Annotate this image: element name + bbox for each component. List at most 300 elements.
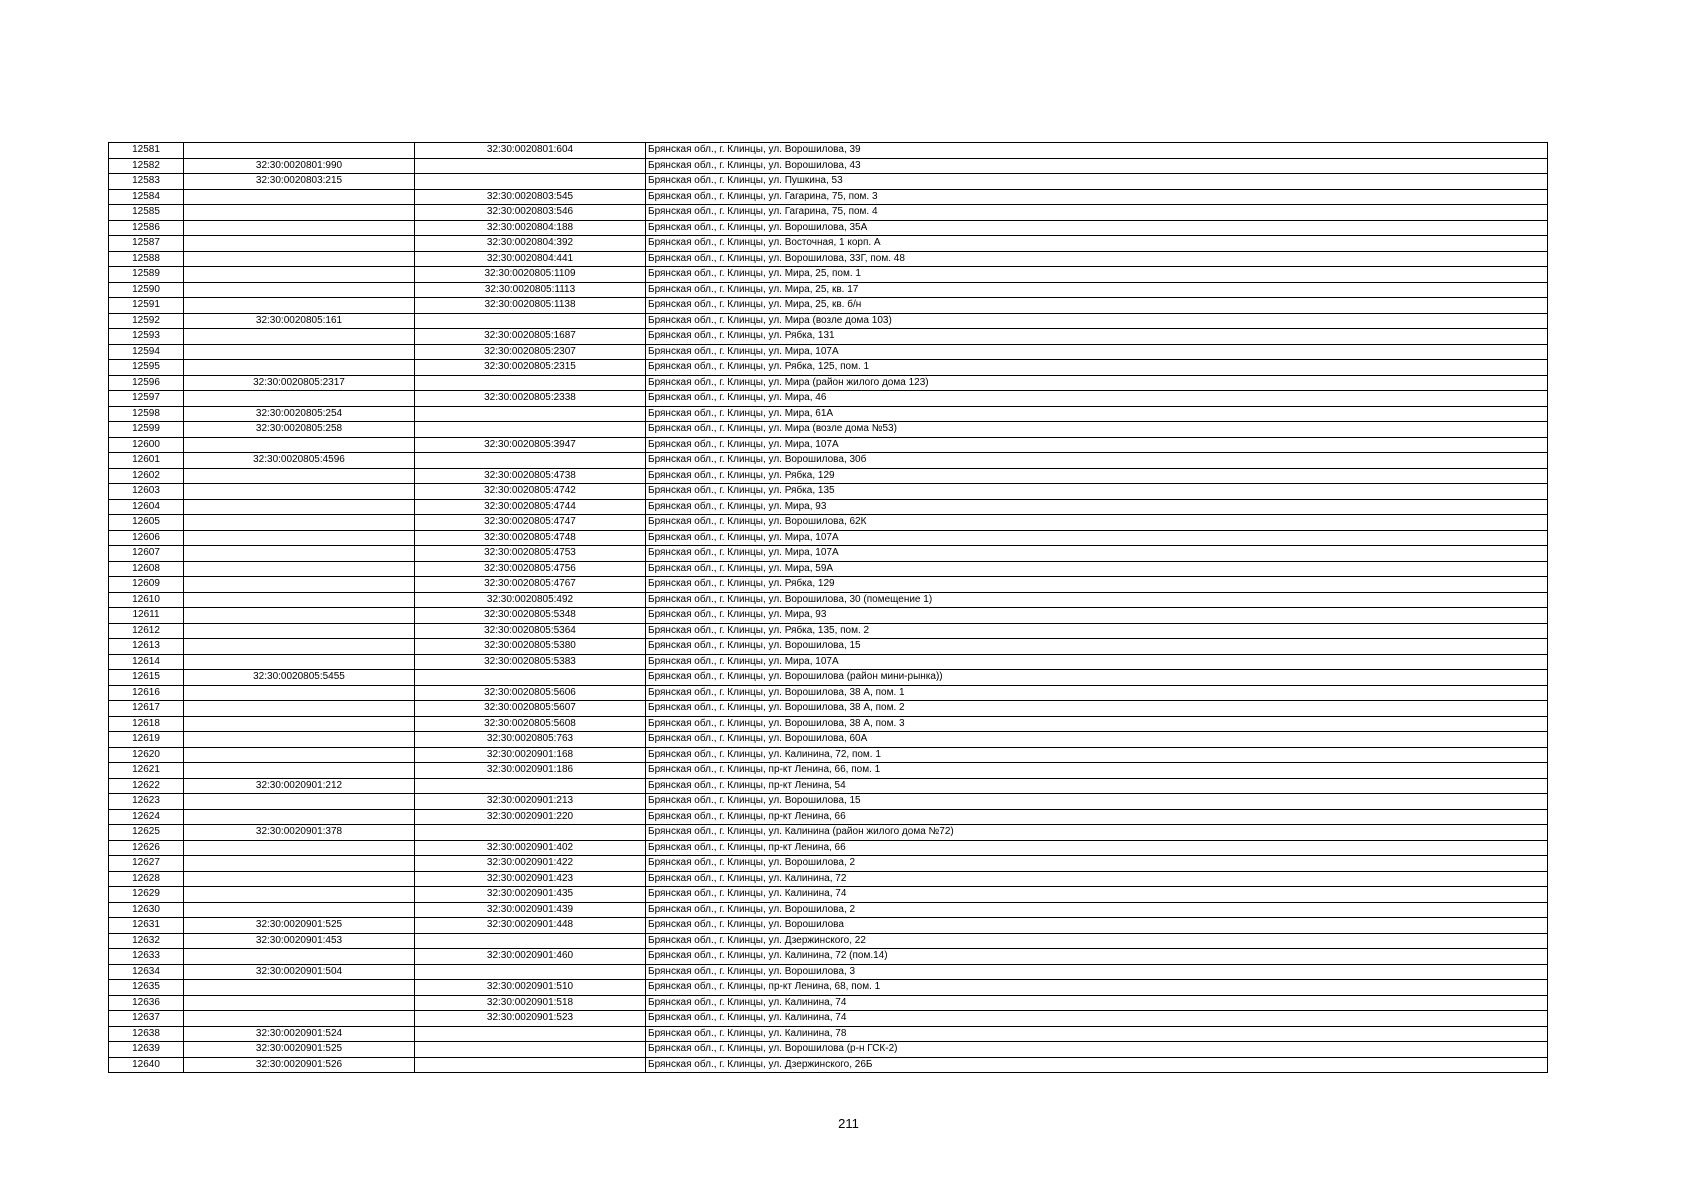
table-row xyxy=(109,515,1548,531)
address-cell: Брянская обл., г. Клинцы, ул. Ворошилова, 62К xyxy=(646,515,1548,531)
row-number-cell: 12626 xyxy=(109,840,184,856)
table-row xyxy=(109,1026,1548,1042)
table-row xyxy=(109,685,1548,701)
cadastral-number-a-cell: 32:30:0020901:504 xyxy=(184,964,415,980)
row-number-cell: 12582 xyxy=(109,158,184,174)
address-cell: Брянская обл., г. Клинцы, ул. Рябка, 135, пом. 2 xyxy=(646,623,1548,639)
cadastral-number-a-cell xyxy=(184,468,415,484)
cadastral-number-b-cell: 32:30:0020803:545 xyxy=(415,189,646,205)
address-cell: Брянская обл., г. Клинцы, ул. Калинина, 74 xyxy=(646,887,1548,903)
address-cell: Брянская обл., г. Клинцы, ул. Мира, 59А xyxy=(646,561,1548,577)
address-cell: Брянская обл., г. Клинцы, ул. Мира, 93 xyxy=(646,499,1548,515)
row-number-cell: 12629 xyxy=(109,887,184,903)
table-row xyxy=(109,391,1548,407)
cadastral-number-b-cell: 32:30:0020805:4738 xyxy=(415,468,646,484)
address-cell: Брянская обл., г. Клинцы, ул. Мира, 107А xyxy=(646,344,1548,360)
table-row xyxy=(109,484,1548,500)
address-cell: Брянская обл., г. Клинцы, ул. Ворошилова, 2 xyxy=(646,902,1548,918)
cadastral-number-b-cell: 32:30:0020805:4744 xyxy=(415,499,646,515)
cadastral-number-a-cell xyxy=(184,515,415,531)
row-number-cell: 12627 xyxy=(109,856,184,872)
cadastral-number-a-cell xyxy=(184,592,415,608)
address-cell: Брянская обл., г. Клинцы, ул. Калинина, 72 (пом.14) xyxy=(646,949,1548,965)
cadastral-number-b-cell: 32:30:0020901:423 xyxy=(415,871,646,887)
cadastral-number-b-cell: 32:30:0020901:439 xyxy=(415,902,646,918)
table-row xyxy=(109,933,1548,949)
cadastral-number-b-cell: 32:30:0020805:492 xyxy=(415,592,646,608)
address-cell: Брянская обл., г. Клинцы, ул. Калинина, 72 xyxy=(646,871,1548,887)
row-number-cell: 12600 xyxy=(109,437,184,453)
row-number-cell: 12602 xyxy=(109,468,184,484)
address-cell: Брянская обл., г. Клинцы, ул. Ворошилова xyxy=(646,918,1548,934)
address-cell: Брянская обл., г. Клинцы, ул. Мира (возле дома №53) xyxy=(646,422,1548,438)
row-number-cell: 12586 xyxy=(109,220,184,236)
table-row xyxy=(109,251,1548,267)
table-row xyxy=(109,313,1548,329)
table-row xyxy=(109,825,1548,841)
cadastral-number-b-cell xyxy=(415,964,646,980)
cadastral-number-a-cell xyxy=(184,143,415,159)
row-number-cell: 12584 xyxy=(109,189,184,205)
table-row xyxy=(109,158,1548,174)
cadastral-number-a-cell xyxy=(184,809,415,825)
cadastral-number-a-cell xyxy=(184,840,415,856)
table-row xyxy=(109,344,1548,360)
row-number-cell: 12628 xyxy=(109,871,184,887)
row-number-cell: 12583 xyxy=(109,174,184,190)
address-cell: Брянская обл., г. Клинцы, ул. Мира (район жилого дома 123) xyxy=(646,375,1548,391)
row-number-cell: 12608 xyxy=(109,561,184,577)
row-number-cell: 12591 xyxy=(109,298,184,314)
address-cell: Брянская обл., г. Клинцы, ул. Дзержинского, 22 xyxy=(646,933,1548,949)
address-cell: Брянская обл., г. Клинцы, ул. Мира, 107А xyxy=(646,437,1548,453)
table-row xyxy=(109,220,1548,236)
cadastral-number-a-cell: 32:30:0020801:990 xyxy=(184,158,415,174)
cadastral-number-a-cell: 32:30:0020805:254 xyxy=(184,406,415,422)
cadastral-number-a-cell xyxy=(184,608,415,624)
cadastral-number-a-cell: 32:30:0020805:4596 xyxy=(184,453,415,469)
row-number-cell: 12613 xyxy=(109,639,184,655)
cadastral-number-b-cell: 32:30:0020805:4742 xyxy=(415,484,646,500)
row-number-cell: 12610 xyxy=(109,592,184,608)
cadastral-number-b-cell xyxy=(415,1042,646,1058)
row-number-cell: 12639 xyxy=(109,1042,184,1058)
cadastral-number-a-cell xyxy=(184,298,415,314)
cadastral-number-b-cell: 32:30:0020805:5364 xyxy=(415,623,646,639)
table-row xyxy=(109,1042,1548,1058)
table-row xyxy=(109,747,1548,763)
cadastral-number-a-cell: 32:30:0020901:526 xyxy=(184,1057,415,1073)
row-number-cell: 12620 xyxy=(109,747,184,763)
table-row xyxy=(109,174,1548,190)
cadastral-number-a-cell: 32:30:0020901:378 xyxy=(184,825,415,841)
row-number-cell: 12585 xyxy=(109,205,184,221)
address-cell: Брянская обл., г. Клинцы, ул. Ворошилова, 43 xyxy=(646,158,1548,174)
cadastral-number-a-cell xyxy=(184,763,415,779)
table-row xyxy=(109,995,1548,1011)
cadastral-number-b-cell xyxy=(415,375,646,391)
cadastral-number-b-cell xyxy=(415,670,646,686)
table-row xyxy=(109,623,1548,639)
cadastral-number-b-cell: 32:30:0020805:5608 xyxy=(415,716,646,732)
cadastral-number-b-cell: 32:30:0020805:5606 xyxy=(415,685,646,701)
cadastral-number-a-cell xyxy=(184,747,415,763)
address-cell: Брянская обл., г. Клинцы, ул. Ворошилова, 30 (помещение 1) xyxy=(646,592,1548,608)
row-number-cell: 12623 xyxy=(109,794,184,810)
cadastral-number-a-cell xyxy=(184,530,415,546)
cadastral-number-b-cell: 32:30:0020901:422 xyxy=(415,856,646,872)
cadastral-number-b-cell: 32:30:0020805:5383 xyxy=(415,654,646,670)
table-row xyxy=(109,530,1548,546)
cadastral-number-b-cell: 32:30:0020805:4756 xyxy=(415,561,646,577)
table-row xyxy=(109,561,1548,577)
address-cell: Брянская обл., г. Клинцы, ул. Пушкина, 53 xyxy=(646,174,1548,190)
row-number-cell: 12607 xyxy=(109,546,184,562)
row-number-cell: 12581 xyxy=(109,143,184,159)
address-cell: Брянская обл., г. Клинцы, ул. Ворошилова, 35А xyxy=(646,220,1548,236)
address-cell: Брянская обл., г. Клинцы, ул. Ворошилова, 30б xyxy=(646,453,1548,469)
cadastral-number-b-cell: 32:30:0020901:510 xyxy=(415,980,646,996)
row-number-cell: 12640 xyxy=(109,1057,184,1073)
address-cell: Брянская обл., г. Клинцы, пр-кт Ленина, 54 xyxy=(646,778,1548,794)
row-number-cell: 12637 xyxy=(109,1011,184,1027)
cadastral-number-a-cell: 32:30:0020901:525 xyxy=(184,918,415,934)
cadastral-number-b-cell xyxy=(415,1057,646,1073)
row-number-cell: 12609 xyxy=(109,577,184,593)
table-row xyxy=(109,468,1548,484)
cadastral-number-b-cell xyxy=(415,1026,646,1042)
address-cell: Брянская обл., г. Клинцы, ул. Мира, 25, пом. 1 xyxy=(646,267,1548,283)
table-row xyxy=(109,670,1548,686)
row-number-cell: 12621 xyxy=(109,763,184,779)
table-row xyxy=(109,298,1548,314)
row-number-cell: 12592 xyxy=(109,313,184,329)
row-number-cell: 12601 xyxy=(109,453,184,469)
cadastral-number-b-cell: 32:30:0020805:2307 xyxy=(415,344,646,360)
row-number-cell: 12606 xyxy=(109,530,184,546)
cadastral-number-a-cell: 32:30:0020803:215 xyxy=(184,174,415,190)
cadastral-number-b-cell xyxy=(415,825,646,841)
row-number-cell: 12632 xyxy=(109,933,184,949)
cadastral-number-b-cell: 32:30:0020805:2315 xyxy=(415,360,646,376)
row-number-cell: 12603 xyxy=(109,484,184,500)
row-number-cell: 12616 xyxy=(109,685,184,701)
address-cell: Брянская обл., г. Клинцы, ул. Ворошилова, 15 xyxy=(646,794,1548,810)
cadastral-number-b-cell xyxy=(415,313,646,329)
address-cell: Брянская обл., г. Клинцы, ул. Мира, 107А xyxy=(646,546,1548,562)
cadastral-number-a-cell xyxy=(184,236,415,252)
address-cell: Брянская обл., г. Клинцы, ул. Мира, 61А xyxy=(646,406,1548,422)
address-cell: Брянская обл., г. Клинцы, ул. Мира, 107А xyxy=(646,654,1548,670)
row-number-cell: 12589 xyxy=(109,267,184,283)
cadastral-number-b-cell: 32:30:0020901:460 xyxy=(415,949,646,965)
address-cell: Брянская обл., г. Клинцы, ул. Мира, 25, кв. б/н xyxy=(646,298,1548,314)
table-row xyxy=(109,964,1548,980)
row-number-cell: 12599 xyxy=(109,422,184,438)
address-cell: Брянская обл., г. Клинцы, ул. Ворошилова, 38 А, пом. 3 xyxy=(646,716,1548,732)
address-cell: Брянская обл., г. Клинцы, ул. Гагарина, 75, пом. 4 xyxy=(646,205,1548,221)
table-row xyxy=(109,189,1548,205)
table-row xyxy=(109,716,1548,732)
address-cell: Брянская обл., г. Клинцы, ул. Мира, 93 xyxy=(646,608,1548,624)
cadastral-number-b-cell: 32:30:0020805:4748 xyxy=(415,530,646,546)
cadastral-number-a-cell xyxy=(184,995,415,1011)
cadastral-number-a-cell xyxy=(184,794,415,810)
table-row xyxy=(109,701,1548,717)
address-cell: Брянская обл., г. Клинцы, ул. Восточная, 1 корп. А xyxy=(646,236,1548,252)
cadastral-number-a-cell xyxy=(184,360,415,376)
address-cell: Брянская обл., г. Клинцы, пр-кт Ленина, 66 xyxy=(646,809,1548,825)
table-row xyxy=(109,809,1548,825)
address-cell: Брянская обл., г. Клинцы, ул. Мира, 25, кв. 17 xyxy=(646,282,1548,298)
cadastral-number-a-cell xyxy=(184,701,415,717)
address-cell: Брянская обл., г. Клинцы, ул. Ворошилова, 60А xyxy=(646,732,1548,748)
address-cell: Брянская обл., г. Клинцы, ул. Рябка, 129 xyxy=(646,577,1548,593)
cadastral-number-a-cell xyxy=(184,856,415,872)
row-number-cell: 12625 xyxy=(109,825,184,841)
table-row xyxy=(109,887,1548,903)
cadastral-number-a-cell xyxy=(184,639,415,655)
table-row xyxy=(109,453,1548,469)
row-number-cell: 12636 xyxy=(109,995,184,1011)
cadastral-number-b-cell xyxy=(415,158,646,174)
address-cell: Брянская обл., г. Клинцы, ул. Калинина, 72, пом. 1 xyxy=(646,747,1548,763)
cadastral-number-b-cell: 32:30:0020805:1687 xyxy=(415,329,646,345)
cadastral-number-a-cell xyxy=(184,902,415,918)
address-cell: Брянская обл., г. Клинцы, ул. Калинина, 74 xyxy=(646,995,1548,1011)
cadastral-number-a-cell xyxy=(184,282,415,298)
table-row xyxy=(109,329,1548,345)
table-row xyxy=(109,654,1548,670)
table-row xyxy=(109,856,1548,872)
cadastral-number-b-cell: 32:30:0020901:168 xyxy=(415,747,646,763)
table-row xyxy=(109,840,1548,856)
cadastral-number-a-cell: 32:30:0020901:525 xyxy=(184,1042,415,1058)
table-row xyxy=(109,980,1548,996)
cadastral-number-a-cell xyxy=(184,546,415,562)
cadastral-number-b-cell: 32:30:0020901:518 xyxy=(415,995,646,1011)
address-cell: Брянская обл., г. Клинцы, пр-кт Ленина, 66, пом. 1 xyxy=(646,763,1548,779)
cadastral-number-b-cell: 32:30:0020901:402 xyxy=(415,840,646,856)
table-row xyxy=(109,360,1548,376)
cadastral-number-a-cell: 32:30:0020901:212 xyxy=(184,778,415,794)
address-cell: Брянская обл., г. Клинцы, ул. Мира, 46 xyxy=(646,391,1548,407)
row-number-cell: 12630 xyxy=(109,902,184,918)
row-number-cell: 12619 xyxy=(109,732,184,748)
row-number-cell: 12595 xyxy=(109,360,184,376)
table-row xyxy=(109,763,1548,779)
address-cell: Брянская обл., г. Клинцы, ул. Ворошилова, 38 А, пом. 1 xyxy=(646,685,1548,701)
cadastral-number-a-cell xyxy=(184,887,415,903)
address-cell: Брянская обл., г. Клинцы, ул. Рябка, 135 xyxy=(646,484,1548,500)
table-row xyxy=(109,375,1548,391)
row-number-cell: 12594 xyxy=(109,344,184,360)
row-number-cell: 12593 xyxy=(109,329,184,345)
table-row xyxy=(109,949,1548,965)
cadastral-number-a-cell xyxy=(184,484,415,500)
table-row xyxy=(109,871,1548,887)
address-cell: Брянская обл., г. Клинцы, ул. Рябка, 125, пом. 1 xyxy=(646,360,1548,376)
cadastral-number-b-cell xyxy=(415,453,646,469)
cadastral-number-a-cell xyxy=(184,623,415,639)
address-cell: Брянская обл., г. Клинцы, ул. Мира, 107А xyxy=(646,530,1548,546)
table-row xyxy=(109,1057,1548,1073)
cadastral-number-b-cell: 32:30:0020805:4747 xyxy=(415,515,646,531)
address-cell: Брянская обл., г. Клинцы, ул. Ворошилова, 38 А, пом. 2 xyxy=(646,701,1548,717)
cadastral-number-b-cell: 32:30:0020901:213 xyxy=(415,794,646,810)
cadastral-number-b-cell: 32:30:0020805:1113 xyxy=(415,282,646,298)
table-row xyxy=(109,406,1548,422)
address-cell: Брянская обл., г. Клинцы, пр-кт Ленина, 68, пом. 1 xyxy=(646,980,1548,996)
cadastral-number-a-cell xyxy=(184,329,415,345)
row-number-cell: 12631 xyxy=(109,918,184,934)
table-row xyxy=(109,732,1548,748)
address-cell: Брянская обл., г. Клинцы, ул. Ворошилова, 39 xyxy=(646,143,1548,159)
row-number-cell: 12624 xyxy=(109,809,184,825)
row-number-cell: 12634 xyxy=(109,964,184,980)
table-row xyxy=(109,143,1548,159)
cadastral-number-b-cell: 32:30:0020805:5348 xyxy=(415,608,646,624)
cadastral-number-b-cell: 32:30:0020805:3947 xyxy=(415,437,646,453)
row-number-cell: 12638 xyxy=(109,1026,184,1042)
row-number-cell: 12611 xyxy=(109,608,184,624)
cadastral-number-b-cell: 32:30:0020805:4767 xyxy=(415,577,646,593)
cadastral-number-a-cell xyxy=(184,716,415,732)
row-number-cell: 12615 xyxy=(109,670,184,686)
cadastral-number-a-cell xyxy=(184,344,415,360)
cadastral-number-a-cell xyxy=(184,251,415,267)
cadastral-number-b-cell: 32:30:0020805:1138 xyxy=(415,298,646,314)
cadastral-number-a-cell xyxy=(184,205,415,221)
address-cell: Брянская обл., г. Клинцы, ул. Калинина (район жилого дома №72) xyxy=(646,825,1548,841)
cadastral-number-a-cell: 32:30:0020901:524 xyxy=(184,1026,415,1042)
cadastral-number-a-cell xyxy=(184,1011,415,1027)
cadastral-number-a-cell xyxy=(184,871,415,887)
cadastral-number-b-cell: 32:30:0020901:186 xyxy=(415,763,646,779)
cadastral-number-b-cell xyxy=(415,933,646,949)
address-cell: Брянская обл., г. Клинцы, ул. Ворошилова (р-н ГСК-2) xyxy=(646,1042,1548,1058)
row-number-cell: 12588 xyxy=(109,251,184,267)
cadastral-number-a-cell: 32:30:0020805:2317 xyxy=(184,375,415,391)
cadastral-number-a-cell xyxy=(184,980,415,996)
cadastral-number-a-cell xyxy=(184,561,415,577)
row-number-cell: 12587 xyxy=(109,236,184,252)
address-cell: Брянская обл., г. Клинцы, ул. Ворошилова, 3 xyxy=(646,964,1548,980)
cadastral-number-a-cell: 32:30:0020901:453 xyxy=(184,933,415,949)
address-cell: Брянская обл., г. Клинцы, ул. Калинина, 78 xyxy=(646,1026,1548,1042)
cadastral-number-b-cell: 32:30:0020804:441 xyxy=(415,251,646,267)
cadastral-number-b-cell: 32:30:0020901:220 xyxy=(415,809,646,825)
cadastral-number-b-cell: 32:30:0020805:763 xyxy=(415,732,646,748)
cadastral-number-b-cell: 32:30:0020901:448 xyxy=(415,918,646,934)
cadastral-number-b-cell: 32:30:0020805:4753 xyxy=(415,546,646,562)
row-number-cell: 12598 xyxy=(109,406,184,422)
cadastral-number-a-cell: 32:30:0020805:5455 xyxy=(184,670,415,686)
table-row xyxy=(109,918,1548,934)
table-row xyxy=(109,592,1548,608)
row-number-cell: 12614 xyxy=(109,654,184,670)
row-number-cell: 12612 xyxy=(109,623,184,639)
table-row xyxy=(109,499,1548,515)
table-row xyxy=(109,236,1548,252)
address-cell: Брянская обл., г. Клинцы, ул. Рябка, 131 xyxy=(646,329,1548,345)
row-number-cell: 12618 xyxy=(109,716,184,732)
table-row xyxy=(109,902,1548,918)
cadastral-number-a-cell: 32:30:0020805:161 xyxy=(184,313,415,329)
row-number-cell: 12596 xyxy=(109,375,184,391)
cadastral-number-b-cell: 32:30:0020803:546 xyxy=(415,205,646,221)
cadastral-number-a-cell xyxy=(184,437,415,453)
cadastral-number-b-cell xyxy=(415,422,646,438)
address-cell: Брянская обл., г. Клинцы, пр-кт Ленина, 66 xyxy=(646,840,1548,856)
cadastral-number-b-cell: 32:30:0020805:2338 xyxy=(415,391,646,407)
table-row xyxy=(109,577,1548,593)
cadastral-number-b-cell xyxy=(415,406,646,422)
row-number-cell: 12597 xyxy=(109,391,184,407)
address-cell: Брянская обл., г. Клинцы, ул. Ворошилова, 15 xyxy=(646,639,1548,655)
address-cell: Брянская обл., г. Клинцы, ул. Мира (возле дома 103) xyxy=(646,313,1548,329)
table-row xyxy=(109,1011,1548,1027)
row-number-cell: 12633 xyxy=(109,949,184,965)
cadastral-number-b-cell: 32:30:0020805:5380 xyxy=(415,639,646,655)
cadastral-number-a-cell xyxy=(184,685,415,701)
table-row xyxy=(109,608,1548,624)
row-number-cell: 12605 xyxy=(109,515,184,531)
address-cell: Брянская обл., г. Клинцы, ул. Ворошилова, 33Г, пом. 48 xyxy=(646,251,1548,267)
registry-table-body xyxy=(109,143,1548,1073)
cadastral-number-b-cell: 32:30:0020805:1109 xyxy=(415,267,646,283)
table-row xyxy=(109,282,1548,298)
row-number-cell: 12590 xyxy=(109,282,184,298)
table-row xyxy=(109,205,1548,221)
cadastral-number-b-cell: 32:30:0020804:392 xyxy=(415,236,646,252)
address-cell: Брянская обл., г. Клинцы, ул. Калинина, 74 xyxy=(646,1011,1548,1027)
page-number: 211 xyxy=(838,1116,859,1131)
registry-table xyxy=(108,142,1548,1073)
cadastral-number-b-cell xyxy=(415,778,646,794)
cadastral-number-b-cell: 32:30:0020901:523 xyxy=(415,1011,646,1027)
cadastral-number-a-cell xyxy=(184,732,415,748)
address-cell: Брянская обл., г. Клинцы, ул. Гагарина, 75, пом. 3 xyxy=(646,189,1548,205)
table-row xyxy=(109,422,1548,438)
cadastral-number-b-cell: 32:30:0020801:604 xyxy=(415,143,646,159)
table-row xyxy=(109,546,1548,562)
cadastral-number-a-cell xyxy=(184,499,415,515)
cadastral-number-a-cell xyxy=(184,577,415,593)
table-row xyxy=(109,778,1548,794)
row-number-cell: 12622 xyxy=(109,778,184,794)
address-cell: Брянская обл., г. Клинцы, ул. Дзержинского, 26Б xyxy=(646,1057,1548,1073)
row-number-cell: 12617 xyxy=(109,701,184,717)
cadastral-number-a-cell xyxy=(184,267,415,283)
table-row xyxy=(109,639,1548,655)
row-number-cell: 12635 xyxy=(109,980,184,996)
table-row xyxy=(109,437,1548,453)
cadastral-number-a-cell xyxy=(184,391,415,407)
cadastral-number-b-cell: 32:30:0020804:188 xyxy=(415,220,646,236)
cadastral-number-a-cell xyxy=(184,949,415,965)
cadastral-number-a-cell xyxy=(184,220,415,236)
cadastral-number-a-cell xyxy=(184,189,415,205)
cadastral-number-b-cell: 32:30:0020901:435 xyxy=(415,887,646,903)
table-row xyxy=(109,794,1548,810)
cadastral-number-b-cell: 32:30:0020805:5607 xyxy=(415,701,646,717)
table-row xyxy=(109,267,1548,283)
row-number-cell: 12604 xyxy=(109,499,184,515)
cadastral-number-a-cell xyxy=(184,654,415,670)
cadastral-number-a-cell: 32:30:0020805:258 xyxy=(184,422,415,438)
address-cell: Брянская обл., г. Клинцы, ул. Ворошилова (район мини-рынка)) xyxy=(646,670,1548,686)
